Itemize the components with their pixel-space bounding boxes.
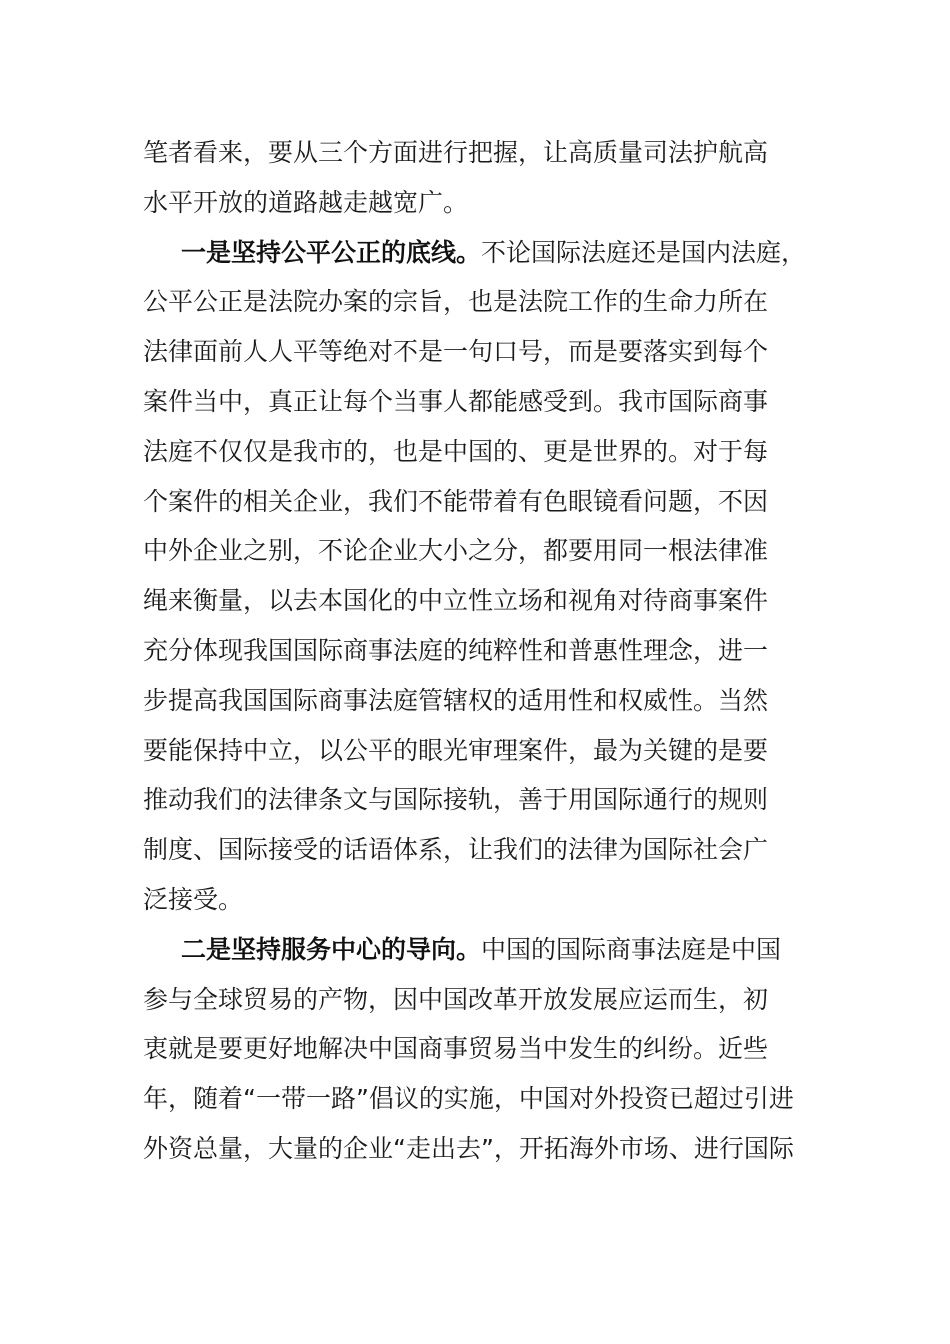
text-line: 公平公正是法院办案的宗旨，也是法院工作的生命力所在 xyxy=(143,287,769,317)
text-line: 水平开放的道路越走越宽广。 xyxy=(143,187,469,217)
section-heading-fairness: 一是坚持公平公正的底线。 xyxy=(181,237,482,267)
document-body xyxy=(143,128,811,1174)
text-line: 衷就是要更好地解决中国商事贸易当中发生的纠纷。近些 xyxy=(143,1034,769,1064)
paragraph-fairness xyxy=(143,228,811,925)
text-line: 泛接受。 xyxy=(143,884,244,914)
text-line: 制度、国际接受的话语体系，让我们的法律为国际社会广 xyxy=(143,835,769,865)
text-line: 外资总量，大量的企业“走出去”，开拓海外市场、进行国际 xyxy=(143,1133,794,1163)
text-line: 步提高我国国际商事法庭管辖权的适用性和权威性。当然 xyxy=(143,685,769,715)
text-line: 中外企业之别，不论企业大小之分，都要用同一根法律准 xyxy=(143,536,769,566)
text-span: 不论国际法庭还是国内法庭， xyxy=(481,237,807,267)
text-line: 个案件的相关企业，我们不能带着有色眼镜看问题，不因 xyxy=(143,486,769,516)
text-line: 参与全球贸易的产物，因中国改革开放发展应运而生，初 xyxy=(143,984,769,1014)
text-line: 笔者看来，要从三个方面进行把握，让高质量司法护航高 xyxy=(143,138,769,167)
text-line: 法律面前人人平等绝对不是一句口号，而是要落实到每个 xyxy=(143,337,769,367)
text-line: 要能保持中立，以公平的眼光审理案件，最为关键的是要 xyxy=(143,735,769,765)
section-heading-service: 二是坚持服务中心的导向。 xyxy=(181,934,482,964)
paragraph-intro xyxy=(143,128,811,228)
text-line-first xyxy=(143,228,811,278)
text-span: 中国的国际商事法庭是中国 xyxy=(481,934,782,964)
paragraph-service xyxy=(143,925,811,1174)
text-line: 法庭不仅仅是我市的，也是中国的、更是世界的。对于每 xyxy=(143,436,769,466)
text-line: 绳来衡量，以去本国化的中立性立场和视角对待商事案件 xyxy=(143,586,769,616)
text-line: 年，随着“一带一路”倡议的实施，中国对外投资已超过引进 xyxy=(143,1084,794,1114)
text-line-first xyxy=(143,925,811,975)
text-line: 案件当中，真正让每个当事人都能感受到。我市国际商事 xyxy=(143,386,769,416)
text-line: 推动我们的法律条文与国际接轨，善于用国际通行的规则 xyxy=(143,785,769,815)
text-line: 充分体现我国国际商事法庭的纯粹性和普惠性理念，进一 xyxy=(143,635,769,665)
